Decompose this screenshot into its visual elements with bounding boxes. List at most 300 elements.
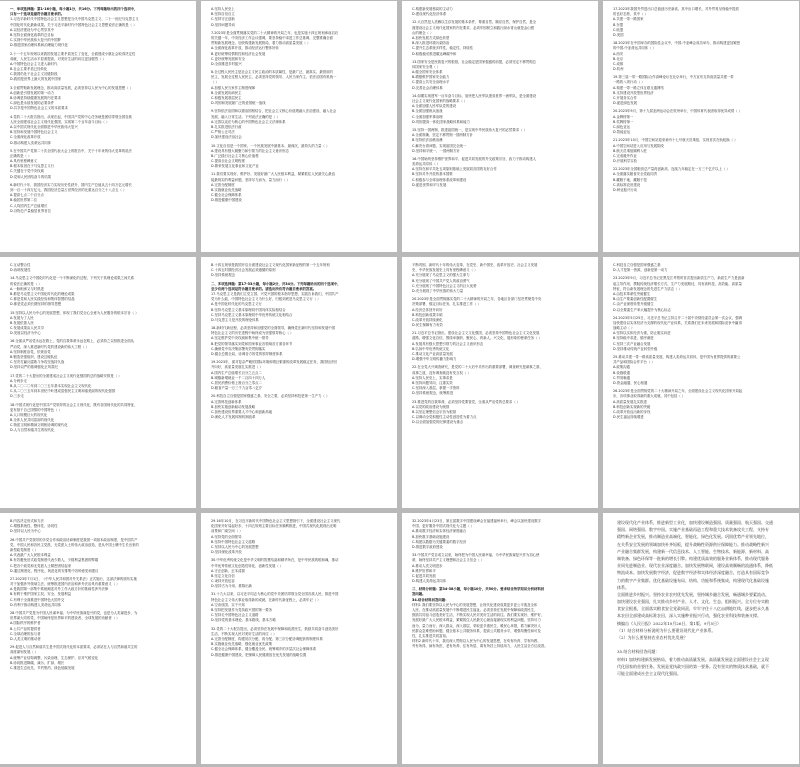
- text-line: A.构建一带一路立体互联互通网络: [613, 85, 664, 90]
- text-line: C.实现中华民族伟大复兴的中国梦: [10, 38, 61, 43]
- text-line: A.加强人民当家作主制度保障: [211, 85, 256, 90]
- text-line: D.坚持深化改革开放: [211, 550, 242, 555]
- text-line: 中国化时代化最新成果。关于习近平新时代中国特色社会主义思想说法正确的是（ ）: [10, 22, 137, 27]
- question-heading: 至少有两个选项是符合题目要求的。请选出所有符合题目要求的答案。: [211, 286, 317, 291]
- text-line: C.构建新发展格局的主动力: [412, 7, 453, 11]
- text-line: C.坚持马克思主义基本原理同中华优秀传统文化相结合: [211, 312, 293, 317]
- text-line: 特色社会主义的历史进程中始终成为坚强领导核心（ ）: [211, 331, 294, 336]
- text-line: A.坚持党的全面领导: [211, 534, 242, 539]
- text-line: 道路，增强文化自信，围绕举旗帜、聚民心、育新人、兴文化、展形象的使命任务（ ）: [412, 336, 542, 341]
- text-line: B.从二〇二〇年到二〇三五年基本实现社会主义现代化: [10, 383, 92, 388]
- text-line: A.一脉相承又与时俱进: [10, 286, 44, 291]
- text-line: 成就，人民生活水平显著提高，对美好生活的向往更加强烈（ ）: [10, 56, 107, 61]
- text-line: 食安全根基，全面落实粮食安全党政同责，牢牢守住十八亿亩耕地红线，逐步把永久基: [617, 606, 769, 612]
- text-line: 面建设社会主义现代化国家的内在要求，必须牢固树立和践行绿水青山就是金山银: [412, 25, 535, 30]
- text-line: 民群众急难愁盼问题，健全基本公共服务体系，提高公共服务水平，增强均衡性和可及: [412, 628, 541, 633]
- text-line: A.坚持制度治党、依规治党: [10, 349, 51, 354]
- text-line: D.推进数字政府建设: [412, 544, 443, 549]
- text-line: C.确保党中央决策部署有效贯彻落实: [211, 346, 266, 351]
- text-line: B.充分展现了中国共产党人的政治勇气: [412, 278, 470, 283]
- text-line: A.国内生产总值增长百分之五点二: [211, 370, 262, 375]
- document-page-3[interactable]: [402, 1, 598, 252]
- text-line: 发展好最广大人民根本利益，紧紧抓住人民最关心最直接最现实的利益问题，坚持尽力: [412, 618, 541, 623]
- text-line: 18.2023年在中国举办的国际性会议中，中国-中亚峰会成功举办，推动构建更加紧密: [613, 41, 741, 46]
- text-line: 17.2023年我国外贸进出口总值创历史新高，其中出口增长，对外贸易呈现稳中提质: [613, 7, 739, 11]
- text-line: D.坚持推动传统产业转型升级: [613, 346, 658, 351]
- text-line: C.发展成果由人民共享: [10, 326, 44, 331]
- document-page-11[interactable]: [402, 513, 598, 764]
- text-line: 强国、网络强国、数字中国。实施产业基础再造工程和重大技术装备攻关工程，支持专: [617, 527, 769, 533]
- text-line: B.坚持稳中求进、循序渐进: [613, 336, 654, 341]
- text-line: 25.推动共建一带一路高质量发展，构建人类命运共同体，是中国为世界提供的重要公: [613, 355, 741, 359]
- text-line: 的良好态势，其中（ ）: [613, 12, 648, 17]
- text-line: 19.2023年，面对复杂严峻的国际环境和艰巨繁重的改革发展稳定任务，我国经济回: [211, 360, 337, 365]
- text-line: A.政策沟通: [613, 365, 630, 370]
- text-line: 人民，在推动高质量发展中不断增进民生福祉。必须坚持在发展中保障和改善民生，: [412, 608, 538, 612]
- text-line: 6.新时代十年，我国经济实力实现历史性跃升，国内生产总值从五十四万亿元增长: [10, 182, 132, 187]
- text-line: A.完善分配制度，构建初次分配、再分配、第三次分配协调配套的制度体系: [211, 636, 323, 641]
- text-line: D.马克思主义是开放的理论体系: [211, 317, 259, 322]
- question-heading: 三、材料分析题：第34-38小题，每小题10分，共50分。要求结合所学知识分析材料回: [412, 587, 545, 592]
- text-line: A.西安: [613, 51, 624, 56]
- text-line: C.人均国内生产总值增长: [10, 203, 48, 208]
- text-line: A.守正创新、正本清源: [211, 568, 245, 573]
- text-line: C.全球治理的参与者: [10, 631, 41, 636]
- text-line: 27.2023年7月1日，《中华人民共和国对外关系法》正式施行，这部法律的颁布实施: [10, 576, 137, 581]
- document-page-10[interactable]: [201, 513, 397, 764]
- text-line: B.弘扬中华优秀传统文化: [412, 346, 450, 351]
- text-line: A.人口规模巨大的现代化: [10, 412, 48, 417]
- text-line: A.中国空间站进入应用与发展阶段: [613, 143, 664, 148]
- text-line: B.增强维护国家安全能力: [412, 75, 450, 80]
- text-line: 在关系安全发展的领域加快补齐短板，提升战略性资源供应保障能力。推动战略性新兴: [617, 541, 769, 547]
- text-line: D.推进健康中国建设: [211, 198, 242, 203]
- text-line: （ ）: [211, 80, 219, 85]
- text-line: A.加快发展方式绿色转型: [412, 35, 450, 40]
- text-line: D.全面推进乡村振兴: [211, 61, 242, 66]
- text-line: D.健全总揽全局、协调各方的党的领导制度体系: [211, 352, 283, 356]
- text-line: 党、中国人民和各民主党派、无党派人士的伟大政治创造，是从中国土壤中生长出来的: [10, 542, 139, 547]
- text-line: B.科技创新实现新的突破: [613, 404, 651, 409]
- text-line: C.欧盟: [613, 27, 624, 32]
- text-line: D.资金融通、民心相通: [613, 380, 648, 385]
- text-line: C.坚持以人民为中心的发展思想: [211, 544, 259, 549]
- text-line: 20.2023年9月，第十九届亚洲运动会在杭州举行，中国体育代表团取得优异成绩（ ）: [613, 109, 743, 114]
- text-line: 14.如期实现建军一百年奋斗目标，加快把人民军队建成世界一流军队，是全面建设: [412, 93, 537, 98]
- text-line: （1）结合材料分析说明为什么要建设现代化产业体系。: [617, 627, 716, 633]
- text-line: 8.全过程人民民主是社会主义民主政治的本质属性，是最广泛、最真实、最管用的: [211, 70, 333, 75]
- text-line: C.积极参与全球治理体系改革和建设: [412, 177, 467, 182]
- text-line: C.由产业深度转型升级催生: [613, 302, 654, 307]
- document-page-5[interactable]: [0, 257, 196, 508]
- text-line: 性，扎实推进共同富裕。: [412, 633, 450, 638]
- text-line: B.锻造坚强组织、建设过硬队伍: [10, 355, 58, 359]
- text-line: 31.十九大以来，以习近平同志为核心的党中央团结带领全党全国各族人民，推进中国: [211, 592, 339, 597]
- text-line: B.深入推进环境污染防治: [412, 41, 450, 46]
- text-line: B.坚持马克思主义基本原理同中国具体实际相结合: [211, 307, 286, 312]
- text-line: C.全面加强军事治理: [412, 114, 443, 119]
- text-line: 代化国家的首要任务。发展是党执政兴国的第一要务。没有坚实的物质技术基础，就不: [617, 663, 769, 669]
- text-line: 21.习近平总书记指出，建设社会主义文化强国，必须坚持中国特色社会主义文化发展: [412, 331, 540, 336]
- text-line: B.公共产品的提供者: [10, 626, 41, 631]
- document-page-2[interactable]: [201, 1, 397, 252]
- text-line: 16.全面从严治党永远在路上，党的自我革命永远在路上，必须持之以恒推进全面从: [10, 339, 135, 344]
- text-line: 中华优秀传统文化创造性转化、创新性发展（ ）: [211, 563, 284, 568]
- text-line: 的关键一年，中央经济工作会议强调，要坚持稳中求进工作总基调，完整准确全面: [211, 35, 334, 40]
- text-line: C.增强系统性、整体性、协同性: [10, 524, 58, 529]
- text-line: B.扎实推进依法行政: [211, 124, 242, 129]
- text-line: B.坚持全面深化改革的总目标: [10, 32, 55, 37]
- text-line: C.都是党和人民实践经验和集体智慧的结晶: [10, 297, 75, 302]
- text-line: C.坚持三次产业融合发展: [613, 341, 651, 346]
- text-line: 26.中国共产党领导的多党合作和政治协商制度是我国一项基本政治制度，是中国共产: [10, 537, 138, 542]
- text-line: A.完善以宪法为核心的中国特色社会主义法律体系: [211, 119, 286, 124]
- text-line: B.发展依靠人民: [10, 320, 34, 325]
- text-line: C.坚决打赢反腐败斗争攻坚战持久战: [10, 360, 65, 365]
- text-line: A.发展为了人民: [10, 315, 34, 320]
- text-line: 严治党，深入推进新时代党的建设新的伟大工程（ ）: [10, 344, 90, 349]
- text-line: D.坚持和平统一、一国两制方针: [412, 148, 460, 153]
- text-line: 前景和广阔空间（ ）: [211, 529, 243, 534]
- text-line: 产业融合集群发展，构建新一代信息技术、人工智能、生物技术、新能源、新材料、高: [617, 548, 769, 554]
- text-line: 17.马克思主义是我们立党立国、兴党兴国的根本指导思想，实践告诉我们，中国共产: [211, 291, 339, 296]
- text-line: B.加快实施创新驱动发展战略: [211, 404, 256, 409]
- text-line: A.坚定维护党中央权威和集中统一领导: [211, 336, 269, 341]
- text-line: D.党和人民团结奋斗的结果: [10, 174, 51, 179]
- text-line: 4.党的二十大报告指出，从现在起，中国共产党的中心任务就是团结带领全国各族: [10, 114, 132, 119]
- text-line: 本农田全部建成高标准农田，深入实施种业振兴行动，强化农业科技和装备支撑。: [617, 613, 761, 619]
- text-line: D.增强中华文明传播力影响力: [412, 357, 457, 362]
- text-line: B.广泛践行社会主义核心价值观: [211, 153, 259, 158]
- text-line: A.完善分配制度: [211, 182, 235, 187]
- text-line: 端装备、绿色环保等一批新的增长引擎。构建优质高效的服务业新体系，推动现代服务: [617, 555, 769, 561]
- text-line: B.城镇新增就业一千二百四十四万人: [211, 375, 266, 380]
- text-line: B.把党的领导落实到党和国家事业各领域各方面各环节: [211, 341, 293, 346]
- text-line: C.科技自立自强是国家强盛之基: [613, 263, 661, 267]
- text-line: B.北京: [613, 56, 624, 61]
- question-heading: 34.结合材料回答问题：: [412, 597, 449, 602]
- text-line: D.民生保障有力有效: [412, 323, 443, 328]
- text-line: C.从二〇三五年到本世纪中叶建成富强民主文明和谐美丽的现代化强国: [10, 389, 116, 394]
- text-line: 28.中国共产党是为中国人民谋幸福、为中华民族谋复兴的党，也是为人类谋进步、为: [10, 611, 138, 615]
- text-line: B.奖牌榜第一: [613, 119, 634, 124]
- text-line: D.促进绿色发展: [613, 101, 638, 106]
- text-line: 18.中国式现代化是中国共产党领导的社会主义现代化，既有各国现代化的共同特征，: [10, 402, 138, 407]
- text-line: D.民生福祉持续增进: [613, 415, 644, 420]
- text-line: D.繁荣发展文化事业和文化产业: [211, 164, 259, 169]
- text-line: B.坚持对外开放的基本国策: [412, 172, 453, 177]
- text-line: C.改革开放持续深化: [412, 317, 443, 322]
- text-line: D.构建人类命运共同体: [412, 579, 447, 584]
- text-line: 命，始终坚持共产主义理想和社会主义信念（ ）: [412, 558, 485, 563]
- text-line: C.推动文化产业高质量发展: [412, 352, 453, 356]
- text-line: 7.2023年是全面贯彻落实党的二十大精神的开局之年，也是实施十四五规划承前启后: [211, 30, 339, 35]
- text-line: D.我国是世界上最大的发展中国家: [10, 77, 62, 82]
- text-line: A.全面深化改革开放，推动经济运行整体好转: [211, 46, 279, 51]
- text-line: 生活，不断实现人民对美好生活的向往（ ）: [211, 631, 277, 636]
- text-line: 32.党的二十大报告提出，必须坚持在发展中保障和改善民生，鼓励共同奋斗创造美好: [211, 626, 339, 631]
- text-line: A.坚持人民至上: [211, 7, 235, 11]
- text-line: 劳有所得、病有所医、老有所养、住有所居、弱有所扶上持续用力，人民生活全方位改善。: [412, 644, 548, 649]
- text-line: B.支持建设开放型世界经济: [613, 90, 654, 95]
- text-line: A.是我国第一部集中系统阐述对外工作大政方针的基础性涉外法律: [10, 587, 109, 592]
- text-line: D.三步走: [10, 394, 24, 399]
- document-page-8[interactable]: [603, 257, 799, 508]
- text-line: 材料2 新时代十年，我们深入贯彻以人民为中心的发展思想，在幼有所育、学有所教、: [412, 639, 541, 644]
- text-line: 加快建设农业强国，扎实推动乡村产业、人才、文化、生态、组织振兴。全方位夯实粮: [617, 599, 769, 605]
- text-line: 人民全面建成社会主义现代化强国，实现第二个百年奋斗目标（ ）: [10, 119, 110, 124]
- text-line: D.建设现代化经济体系: [412, 12, 447, 17]
- text-line: 化国家开好局起好步，十四五规划主要目标任务顺利推进，中国式现代化展现出光明: [211, 524, 337, 529]
- text-line: D.杭州: [613, 67, 624, 72]
- text-line: D.谷物总产量稳居世界首位: [10, 208, 51, 213]
- text-line: 29.促进人与自然和谐共生是中国式现代化的本质要求，必须站在人与自然和谐共生的: [10, 645, 138, 650]
- text-line: 33.中国共产党自成立以来，始终把为中国人民谋幸福、为中华民族谋复兴作为初心使: [412, 553, 540, 558]
- text-line: B.全面发展协商民主: [211, 90, 242, 95]
- text-line: D.协调发展性: [10, 268, 31, 273]
- document-page-7[interactable]: [402, 257, 598, 508]
- text-line: D.推进健康中国建设，把保障人民健康放在优先发展的战略位置: [211, 652, 307, 657]
- text-line: 摘编自《人民日报》2022年10月26日，第1版、9月5日）: [617, 620, 721, 626]
- text-line: 2.十一个五年规划以来我国发展主要矛盾发生了变化，全面建成小康社会取得决定性: [10, 51, 136, 56]
- document-page-4[interactable]: [603, 1, 799, 252]
- text-line: C.更好统筹发展和安全: [211, 56, 245, 61]
- text-line: D.推进国家治理体系和治理能力现代化: [10, 43, 68, 48]
- text-line: D.通过制度化、程序化、规范化的安排集中各种意见和建议: [10, 568, 99, 573]
- text-line: 共产品和国际合作平台（ ）: [613, 360, 655, 365]
- text-line: 32.2023年4月23日，第五届数字中国建设峰会在福建福州举行，峰会以加快建设数字: [412, 519, 541, 523]
- text-line: B.内容决定形式和方法: [10, 519, 44, 523]
- text-line: D.人与自然和谐共生的现代化: [10, 428, 55, 433]
- text-line: C.推进生态优先、节约集约、绿色低碳发展: [10, 665, 75, 670]
- text-line: A.坚持在和平共处五项原则基础上发展同各国的友好合作: [412, 167, 497, 172]
- text-line: 物流成本。加快发展数字经济，促进数字经济和实体经济深度融合，打造具有国际竞争: [617, 570, 769, 576]
- text-line: 起主导作用，摆脱传统经济增长方式、生产力发展路径，具有高科技、高效能、高质量: [613, 281, 742, 286]
- text-line: 战略主动（ ）: [613, 326, 635, 331]
- text-line: 9.坚持依法治国和以德治国相结合，把社会主义核心价值观融入法治建设、融入社会: [211, 109, 337, 114]
- text-line: 到一百一十四万亿元，我国经济总量占世界经济的比重达百分之十八点五（ ）: [10, 188, 127, 192]
- text-line: D.深化人才发展体制机制改革: [211, 415, 256, 420]
- text-line: 正确的是（ ）: [10, 153, 32, 158]
- text-line: C.互动整合性: [10, 263, 31, 267]
- text-line: D.粮食产量一万三千九百零八亿斤: [211, 386, 263, 391]
- text-line: A.发展具有强大思想引领力的社会主义意识形态: [412, 341, 484, 346]
- text-line: D.美国: [613, 32, 624, 37]
- text-line: D.共享是中国特色社会主义的本质要求: [10, 106, 68, 111]
- text-line: D.坚持古为今用、推陈出新: [211, 584, 252, 589]
- text-line: C.高标准农田建设: [613, 182, 641, 187]
- text-line: D.开展科学实验: [613, 159, 638, 164]
- text-line: C.以调动全党积极性主动性创造性为着力点: [412, 415, 477, 420]
- text-line: 14.马克思主义中国化时代化是一个不断深化的过程，下列关于其理论成果之间关系: [10, 276, 135, 281]
- text-line: 30.中华优秀传统文化是中华文明的智慧结晶和精华所在，是中华民族的根和魂，推动: [211, 558, 339, 563]
- text-line: 13.国家安全是民族复兴的根基，社会稳定是国家强盛的前提，必须坚定不移贯彻总: [412, 59, 537, 64]
- text-line: B.十四五规划是我国开启全面建设社会主义现代化国家新征程的第一个五年规划: [211, 263, 330, 267]
- text-line: 决策部署，锚定目标任务，扎实推进工作（ ）: [412, 302, 481, 307]
- text-line: B.藏粮于地、藏粮于技: [613, 177, 647, 182]
- text-line: 成事之道，没有调查就没有发言权（ ）: [412, 370, 471, 375]
- text-line: A.坚持以实体经济为重，防止脱实向虚: [613, 331, 671, 336]
- text-line: B.航天员乘组顺利入驻: [613, 148, 647, 153]
- text-line: A.分两步走: [10, 378, 27, 383]
- text-line: 精特新企业发展，推动制造业高端化、智能化、绿色化发展。巩固优势产业领先地位，: [617, 534, 769, 540]
- text-line: 18.新时代新征程，必须坚持和加强党的全面领导，确保党在新时代坚持和发展中国: [211, 326, 336, 331]
- document-page-9[interactable]: [0, 513, 196, 764]
- text-line: C.积极发展基层民主: [211, 96, 242, 100]
- text-line: B.都是马克思主义中国化时代化的理论成果: [10, 291, 75, 296]
- text-line: C.健全社会保障体系，健全覆盖全民、统筹城乡的多层次社会保障体系: [211, 647, 317, 652]
- text-line: C.促进共同发展: [412, 573, 436, 578]
- text-line: D.人类文明的推动者: [10, 636, 41, 641]
- text-line: B.科技创新成果丰硕: [412, 312, 443, 317]
- text-line: 11.我们要实现好、维护好、发展好最广大人民根本利益，紧紧抓住人民最关心最直: [211, 172, 336, 177]
- text-line: 更有基于自己国情的中国特色（ ）: [10, 407, 62, 412]
- text-line: 而为、量力而行，深入群众、深入基层，采取更多惠民生、暖民心举措，着力解决好人: [412, 623, 541, 628]
- text-line: B.更好统筹疫情防控和经济社会发展: [211, 51, 266, 56]
- text-line: B.有效避免旧式政党制度代表少数人、少数利益集团的弊端: [10, 558, 99, 563]
- text-line: C.绿色亚运: [613, 124, 631, 129]
- text-line: 22.2023年全国粮食总产量再创新高，连续九年稳定在一万三千亿斤以上（ ）: [613, 167, 730, 172]
- text-line: A.空谈误国、实干兴邦: [211, 602, 245, 607]
- text-line: 17.党的二十大提出的全面建成社会主义现代化强国的总的战略安排是（ ）: [10, 373, 122, 378]
- text-line: D.巩固和发展最广泛的爱国统一战线: [211, 101, 266, 106]
- text-line: B.社会主要矛盾已经转化: [10, 67, 48, 72]
- text-line: A.创新是引领发展的第一动力: [10, 90, 55, 95]
- document-page-6[interactable]: [201, 257, 397, 508]
- text-line: C.解决台湾问题、实现祖国完全统一: [412, 143, 467, 148]
- text-line: A.具有里程碑意义: [10, 159, 38, 164]
- text-line: 步，各项事业取得新的重大成就，其中包括（ ）: [613, 394, 686, 399]
- text-line: D.种业振兴行动: [613, 188, 638, 192]
- text-line: B.协同推进降碳、减污、扩绿、增长: [10, 660, 65, 665]
- text-line: C.加快建设世界重要人才中心和创新高地: [211, 409, 273, 414]
- text-line: A.是中国化时代化的马克思主义行: [211, 302, 262, 307]
- text-line: 力的数字产业集群。优化基础设施布局、结构、功能和系统集成，构建现代化基础设施: [617, 577, 769, 583]
- text-line: B.根本原因在于马克思主义行: [10, 164, 55, 169]
- text-line: C.全面深化改革开放: [10, 135, 41, 140]
- text-line: C.提高全社会文明程度: [211, 159, 245, 164]
- text-line: C.坚持深入基层，掌握一手资料: [412, 386, 460, 391]
- document-page-12[interactable]: [603, 513, 799, 764]
- text-line: 鼓励共同奋斗创造美好生活，不断实现人民对美好生活的向往。我们要实现好、维护好、: [412, 613, 545, 618]
- question-heading: 答问题。: [412, 592, 426, 597]
- text-line: C.开展务实合作: [613, 96, 637, 100]
- text-line: 26.2023年是全面贯彻党的二十大精神开局之年，全面建设社会主义现代化国家开局起: [613, 389, 743, 394]
- text-line: 类命运共同体（ ）: [412, 162, 441, 167]
- text-line: 23.推进党的自我革命，必须坚持党要管党、全面从严治党的总要求（ ）: [412, 399, 521, 404]
- text-line: A.充分展现了马克思主义的强大生命力: [412, 273, 470, 278]
- text-line: A.提高七点二个百分点: [10, 193, 44, 198]
- text-line: C.严格公正司法: [211, 130, 235, 135]
- text-line: B.东盟: [613, 22, 624, 27]
- text-line: B.以坚定理想信念宗旨为根基: [412, 409, 457, 414]
- text-line: D.加快建设法治社会: [211, 135, 242, 140]
- text-line: C.坚持守正创新: [211, 17, 235, 22]
- text-line: [617, 641, 789, 648]
- text-line: D.都是党必须长期坚持的指导思想: [10, 302, 62, 307]
- text-line: C.有利于全面推进中国特色大国外交: [10, 597, 65, 602]
- text-line: D.坚持系统观念: [211, 273, 236, 278]
- text-line: 对于加强涉外领域立法、统筹推进国内法治和涉外法治具有重要意义（ ）: [10, 582, 120, 587]
- text-line: B.坚持把发展作为党执政兴国的第一要务: [211, 608, 273, 612]
- text-line: 升向好，高质量发展扎实推进（ ）: [211, 365, 263, 370]
- text-line: B.坚定文化自信: [211, 573, 235, 578]
- text-line: 山的理念（ ）: [412, 30, 434, 35]
- text-line: C.充分展现了中国特色社会主义的巨大优势: [412, 283, 477, 288]
- text-line: D.坚持问题导向: [211, 22, 236, 27]
- text-line: B.坚持自信自立: [211, 12, 235, 17]
- text-line: C.坚持走中国特色社会主义道路: [211, 613, 259, 618]
- text-line: 可能全面建成社会主义现代化强国。: [617, 670, 681, 676]
- text-line: A.坚持人民至上，实事求是: [412, 375, 453, 380]
- text-line: C.居民消费价格上涨百分之零点二: [211, 380, 262, 385]
- text-line: 史、中华民族发展史上具有里程碑意义（ ）: [412, 268, 478, 273]
- text-line: B.加快数字基础设施建设: [412, 534, 450, 539]
- text-line: 19.第三届一带一路国际合作高峰论坛在北京举行，中方宣布支持高质量共建一带: [613, 75, 734, 80]
- text-line: 35.结合材料回答问题：: [617, 649, 660, 655]
- text-line: C.把各个政党和无党派人士紧密团结起来: [10, 563, 72, 568]
- document-page-1[interactable]: [0, 1, 196, 252]
- text-line: 高度谋划发展（ ）: [10, 650, 39, 655]
- text-line: 加快建设以实体经济为支撑的现代化产业体系，关系我们在未来发展和国际竞争中赢得: [613, 320, 742, 325]
- text-line: C.贸易畅通: [613, 375, 631, 380]
- text-line: C.物质文明和精神文明相协调的现代化: [10, 423, 68, 428]
- text-line: 12.大自然是人类赖以生存发展的基本条件，尊重自然、顺应自然、保护自然，是全: [412, 20, 537, 25]
- text-line: 贯彻新发展理念，加快构建新发展格局，着力推动高质量发展（ ）: [211, 41, 311, 46]
- text-line: 特征，符合新发展理念的先进生产力质态（ ）: [613, 286, 682, 291]
- text-line: 全面推进乡村振兴。坚持农业农村优先发展，坚持城乡融合发展，畅通城乡要素流动。: [617, 591, 769, 597]
- text-line: B.设施联通: [613, 370, 630, 375]
- text-line: C.提升生态系统多样性、稳定性、持续性: [412, 46, 474, 51]
- text-line: B.由生产要素创新性配置催生: [613, 297, 658, 302]
- text-line: B.坚持中国特色社会主义道路: [211, 539, 256, 544]
- text-line: 23.2023年9月，习近平总书记在黑龙江考察时首次提出新质生产力，新质生产力是创新: [613, 276, 745, 281]
- text-line: 材料1 我们要坚持以人民为中心的发展思想，让现代化建设成果更多更公平惠及全体: [412, 602, 538, 607]
- text-line: B.稳居世界第二位: [10, 198, 38, 203]
- text-line: C.健全社会保障体系: [211, 193, 242, 198]
- text-line: C.成都: [613, 61, 624, 66]
- text-line: 20.科技自立自强是国家强盛之基、安全之要，必须坚持科技是第一生产力（ ）: [211, 394, 330, 399]
- text-line: A.高质量发展扎实推进: [613, 399, 647, 404]
- text-line: D.积极稳妥推进碳达峰碳中和: [412, 51, 457, 56]
- text-line: A.推动数字经济和实体经济深度融合: [412, 529, 467, 534]
- question-heading: 一、单项选择题：第1-16小题，每小题1分，共16分。下列每题给出的四个选项中，: [10, 7, 138, 11]
- question-heading: 只有一个选项是最符合题目要求的。: [10, 12, 65, 17]
- text-line: 世界谋大同的党，中国始终是世界和平的建设者、全球发展的贡献者（ ）: [10, 616, 120, 621]
- text-line: 20.2023年是全面贯彻落实党的二十大精神的开局之年，各地区各部门坚决贯彻党中央: [412, 297, 542, 302]
- text-line: 24.2023年5月25日，习近平总书记主持召开二十届中央财经委员会第一次会议，强调: [613, 315, 742, 320]
- text-line: D.巩固提高一体化国家战略体系和能力: [412, 119, 470, 124]
- text-line: B.坚持和发展中国特色社会主义: [10, 130, 58, 135]
- text-line: A.全面加强人民军队党的建设: [412, 104, 457, 109]
- text-line: C.秉持开放包容: [211, 579, 235, 584]
- text-line: 体系。: [617, 584, 629, 590]
- text-line: A.国际秩序的维护者: [10, 621, 41, 626]
- text-line: A.全面落实粮食安全党政同责: [613, 172, 658, 177]
- text-line: 特色社会主义伟大事业取得新的成就，在新时代新征程上，必须牢记（ ）: [211, 597, 321, 602]
- text-line: C.十四五时期经济社会发展必须遵循的原则: [211, 268, 276, 273]
- text-line: 29.16年10月，在习近平新时代中国特色社会主义思想指引下，全面建设社会主义现代: [211, 519, 341, 523]
- text-line: A.中国特色社会主义进入新时代: [10, 61, 58, 66]
- text-line: 3.全面贯彻新发展理念，推动高质量发展，必须坚持以人民为中心的发展思想（ ）: [10, 85, 133, 90]
- text-line: D.完善社会治理体系: [412, 85, 443, 90]
- text-line: 发展、融入日常生活，下列说法正确的是（ ）: [211, 114, 280, 119]
- question-heading: 二、多项选择题：第17-33小题，每小题2分，共34分。下列每题给出的四个选项中，: [211, 281, 341, 286]
- text-line: 接最现实的利益问题，坚持尽力而为、量力而行（ ）: [211, 177, 291, 182]
- text-line: D.以全要素生产率大幅提升为核心标志: [613, 307, 671, 312]
- text-line: D.发展以经济为中心: [10, 331, 41, 336]
- text-line: C.关键在于党中央权威: [10, 169, 44, 174]
